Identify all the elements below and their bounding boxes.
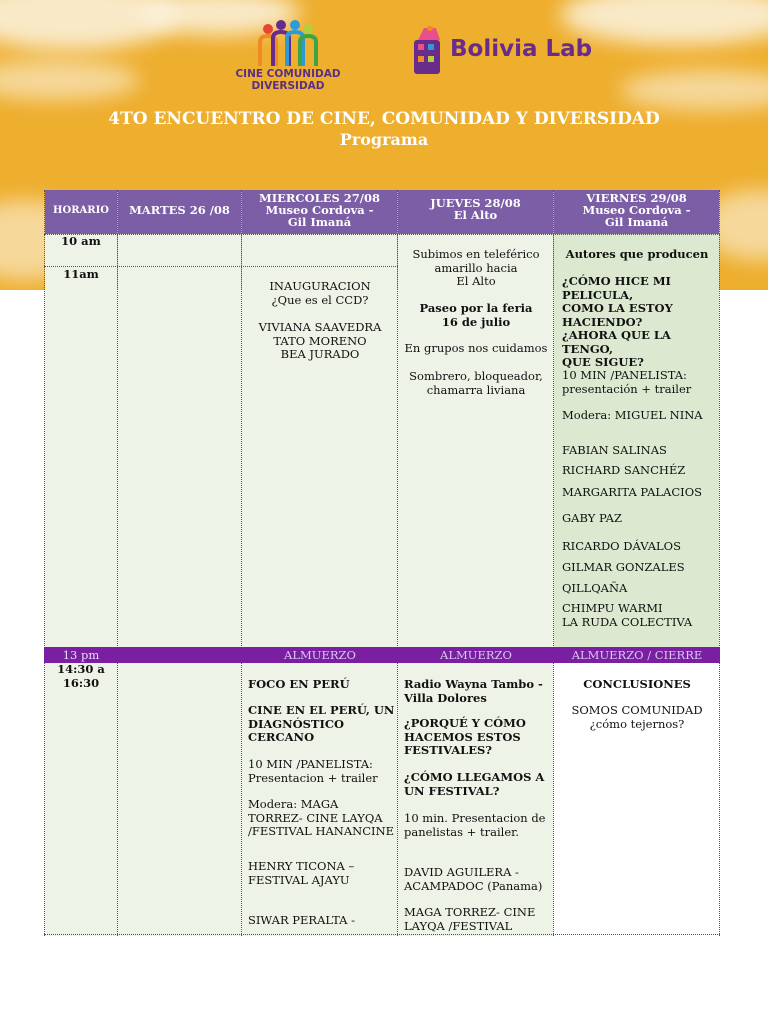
viernes-panelista: GABY PAZ: [562, 511, 622, 525]
lunch-jueves: ALMUERZO: [440, 648, 512, 662]
community-people-icon: [254, 20, 322, 68]
header-martes: MARTES 26 /08: [118, 190, 241, 234]
page-subtitle: Programa: [339, 130, 429, 149]
miercoles-inauguracion: INAUGURACION ¿Que es el CCD?: [269, 279, 371, 307]
viernes-panelista: RICARDO DÁVALOS: [562, 539, 681, 553]
miercoles-foco-peru: FOCO EN PERÚ: [248, 677, 350, 691]
viernes-conclusiones: CONCLUSIONES: [583, 677, 691, 691]
miercoles-moderador: Modera: MAGA TORREZ- CINE LAYQA /FESTIVAL HANANCINE: [248, 797, 395, 838]
viernes-moderador: Modera: MIGUEL NINA: [562, 408, 703, 422]
header-horario: HORARIO: [45, 190, 117, 234]
header-jueves: JUEVES 28/08 El Alto: [398, 190, 553, 234]
jueves-panelista: MAGA TORREZ- CINE LAYQA /FESTIVAL: [404, 905, 536, 933]
miercoles-formato: 10 MIN /PANELISTA: Presentacion + trailer: [248, 757, 378, 785]
miercoles-cine-peru: CINE EN EL PERÚ, UN DIAGNÓSTICO CERCANO: [248, 703, 395, 744]
ccd-logo-line2: DIVERSIDAD: [251, 80, 325, 92]
film-figure-icon: [410, 26, 446, 78]
jueves-radio-wayna-tambo: Radio Wayna Tambo - Villa Dolores: [404, 677, 543, 705]
viernes-somos-comunidad: SOMOS COMUNIDAD ¿cómo tejernos?: [571, 703, 703, 731]
time-13pm: 13 pm: [62, 648, 100, 662]
jueves-recomendaciones: Sombrero, bloqueador, chamarra liviana: [409, 369, 543, 397]
time-1430-1630: 14:30 a 16:30: [57, 662, 105, 690]
viernes-panelista: FABIAN SALINAS: [562, 443, 667, 457]
viernes-preguntas: ¿CÓMO HICE MI PELICULA, COMO LA ESTOY HACIENDO? ¿AHORA QUE LA TENGO, QUE SIGUE?: [562, 274, 673, 369]
column-martes: [118, 190, 242, 936]
viernes-panelista: CHIMPU WARMI LA RUDA COLECTIVA: [562, 601, 693, 629]
ccd-logo-line1: CINE COMUNIDAD: [235, 68, 341, 80]
jueves-pregunta-llegar: ¿CÓMO LLEGAMOS A UN FESTIVAL?: [404, 770, 545, 798]
jueves-panelista: DAVID AGUILERA - ACAMPADOC (Panama): [404, 865, 543, 893]
time-11am: 11am: [63, 267, 99, 281]
bolivia-lab-wordmark: Bolivia Lab: [450, 36, 593, 62]
jueves-formato: 10 min. Presentacion de panelistas + trailer.: [404, 811, 546, 839]
bolivia-lab-logo: [410, 26, 600, 78]
column-horario: [44, 190, 118, 936]
jueves-grupos: En grupos nos cuidamos: [404, 341, 548, 355]
table-bottom-border: [44, 934, 720, 935]
miercoles-panelista: SIWAR PERALTA -: [248, 913, 355, 927]
program-table: [44, 190, 720, 936]
jueves-paseo-feria: Paseo por la feria 16 de julio: [419, 301, 533, 329]
row-divider: [44, 234, 720, 235]
viernes-formato: 10 MIN /PANELISTA: presentación + trailer: [562, 368, 692, 396]
jueves-pregunta-festivales: ¿PORQUÉ Y CÓMO HACEMOS ESTOS FESTIVALES?: [404, 716, 526, 757]
miercoles-panelista: HENRY TICONA – FESTIVAL AJAYU: [248, 859, 355, 887]
time-10am: 10 am: [61, 234, 101, 248]
lunch-viernes: ALMUERZO / CIERRE: [571, 648, 703, 662]
lunch-miercoles: ALMUERZO: [284, 648, 356, 662]
header-viernes: VIERNES 29/08 Museo Cordova - Gil Imaná: [554, 190, 719, 234]
lunch-row: [44, 647, 720, 663]
miercoles-panelistas: VIVIANA SAAVEDRA TATO MORENO BEA JURADO: [258, 320, 382, 361]
viernes-autores-title: Autores que producen: [565, 247, 709, 261]
viernes-panelista: MARGARITA PALACIOS: [562, 485, 703, 499]
viernes-panelista: QILLQAÑA: [562, 581, 628, 595]
header-miercoles: MIERCOLES 27/08 Museo Cordova - Gil Imaná: [242, 190, 397, 234]
page-title: 4TO ENCUENTRO DE CINE, COMUNIDAD Y DIVERSIDAD: [108, 109, 660, 129]
ccd-logo: [226, 20, 350, 94]
jueves-teleferico: Subimos en teleférico amarillo hacia El Alto: [412, 247, 540, 288]
viernes-panelista: GILMAR GONZALES: [562, 560, 685, 574]
viernes-panelista: RICHARD SANCHÉZ: [562, 463, 686, 477]
